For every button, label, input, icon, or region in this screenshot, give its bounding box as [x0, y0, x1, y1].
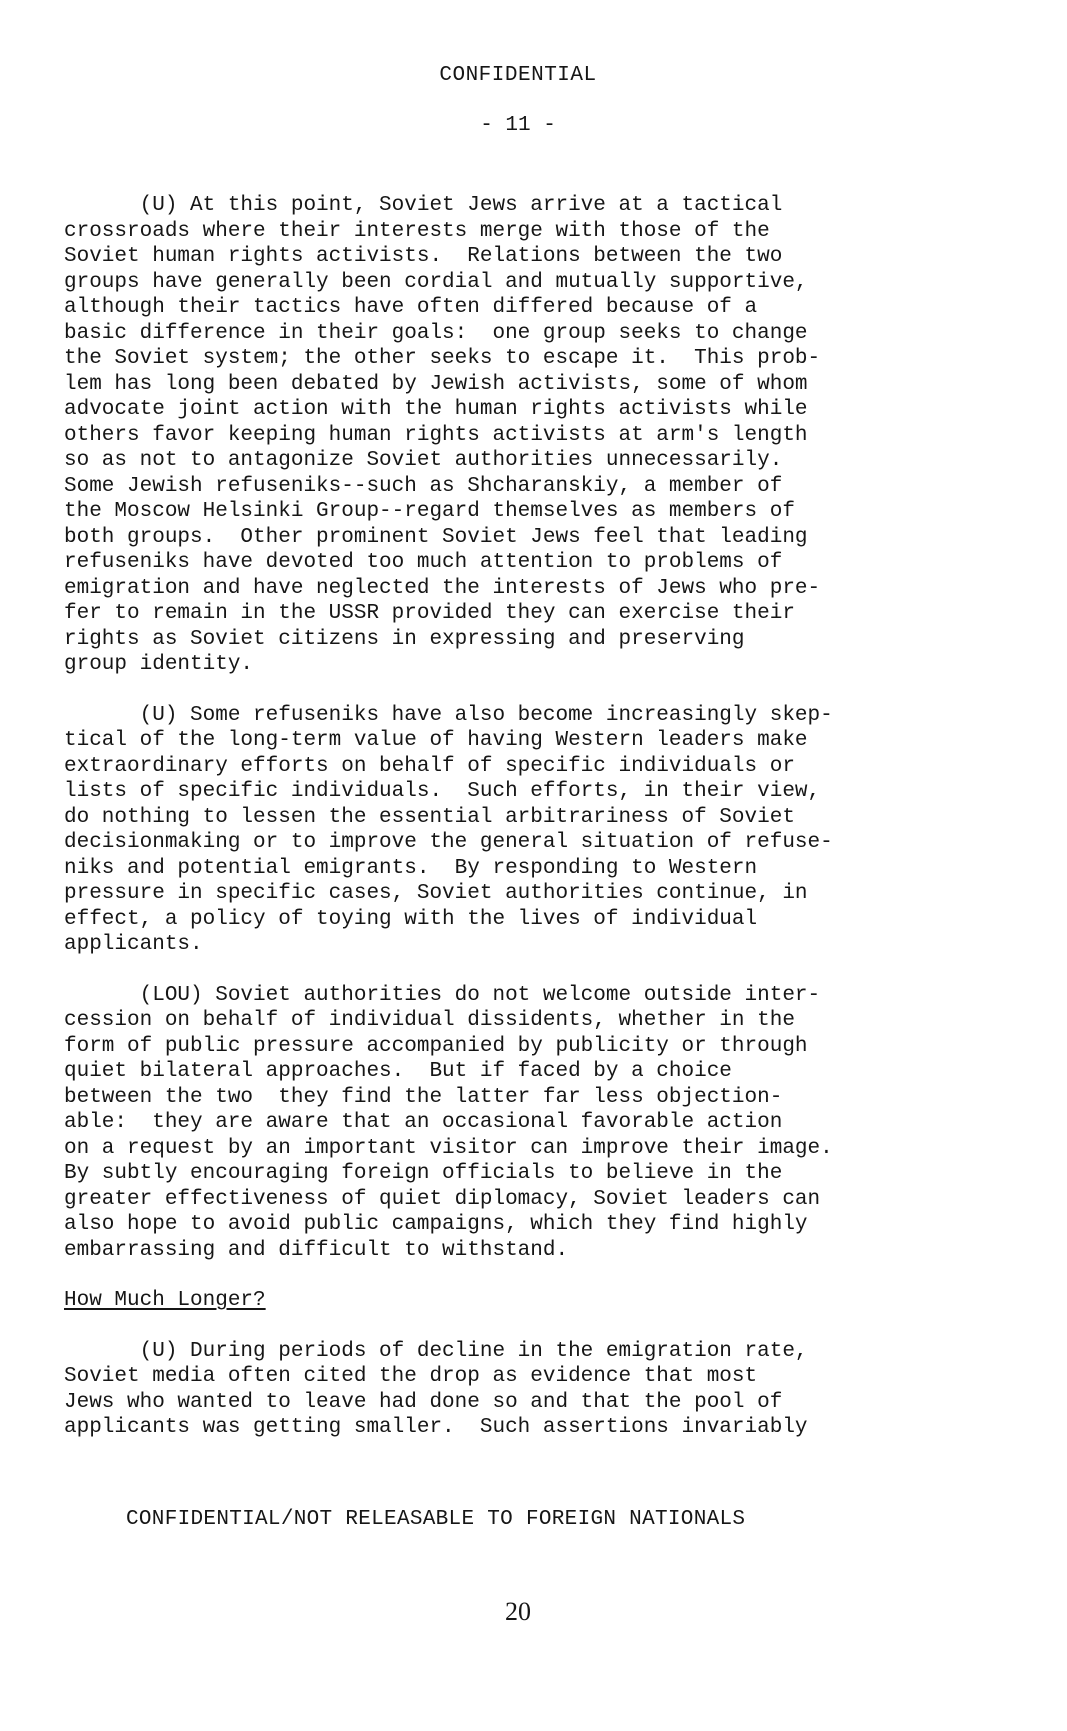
text-line: refuseniks have devoted too much attention to problems of: [64, 551, 783, 574]
text-line: (U) At this point, Soviet Jews arrive at a tactical: [64, 194, 783, 217]
text-line: on a request by an important visitor can improve their image.: [64, 1136, 833, 1160]
text-line: applicants was getting smaller. Such assertions invariably: [64, 1416, 808, 1439]
text-line: groups have generally been cordial and mutually supportive,: [64, 270, 808, 294]
text-line: Soviet media often cited the drop as evidence that most: [64, 1365, 758, 1388]
internal-page-number: - 11 -: [480, 114, 556, 137]
paragraph: [64, 1339, 1024, 1441]
text-line: decisionmaking or to improve the general situation of refuse-: [64, 831, 833, 854]
text-line: between the two they find the latter far less objection-: [64, 1085, 783, 1109]
text-line: others favor keeping human rights activists at arm's length: [64, 423, 808, 447]
text-line: (U) Some refuseniks have also become increasingly skep-: [64, 703, 833, 727]
text-line: (U) During periods of decline in the emigration rate,: [64, 1339, 808, 1363]
text-line: Some Jewish refuseniks--such as Shcharanskiy, a member of: [64, 474, 783, 498]
paragraph: [64, 703, 1024, 958]
text-line: basic difference in their goals: one group seeks to change: [64, 321, 808, 345]
text-line: crossroads where their interests merge with those of the: [64, 219, 770, 243]
text-line: lem has long been debated by Jewish activists, some of whom: [64, 372, 808, 396]
text-line: do nothing to lessen the essential arbitrariness of Soviet: [64, 805, 795, 829]
classification-footer: CONFIDENTIAL/NOT RELEASABLE TO FOREIGN NATIONALS: [126, 1508, 746, 1531]
text-line: Soviet human rights activists. Relations between the two: [64, 245, 783, 268]
text-line: (LOU) Soviet authorities do not welcome outside inter-: [64, 983, 821, 1007]
text-line: applicants.: [64, 933, 203, 956]
text-line: advocate joint action with the human rights activists while: [64, 398, 808, 421]
text-line: able: they are aware that an occasional favorable action: [64, 1111, 783, 1134]
text-line: form of public pressure accompanied by publicity or through: [64, 1034, 808, 1058]
text-line: the Soviet system; the other seeks to escape it. This prob-: [64, 347, 821, 370]
paragraph: [64, 983, 1024, 1264]
paragraph: [64, 193, 1024, 678]
text-line: both groups. Other prominent Soviet Jews feel that leading: [64, 525, 808, 549]
text-line: quiet bilateral approaches. But if faced by a choice: [64, 1060, 732, 1083]
text-line: fer to remain in the USSR provided they can exercise their: [64, 602, 795, 625]
text-line: effect, a policy of toying with the lives of individual: [64, 907, 758, 931]
document-body: [64, 193, 1024, 1466]
text-line: tical of the long-term value of having Western leaders make: [64, 729, 808, 752]
text-line: cession on behalf of individual dissidents, whether in the: [64, 1009, 795, 1032]
text-line: By subtly encouraging foreign officials to believe in the: [64, 1162, 783, 1185]
text-line: although their tactics have often differed because of a: [64, 296, 758, 319]
text-line: Jews who wanted to leave had done so and that the pool of: [64, 1390, 783, 1414]
page-number: 20: [505, 1597, 531, 1626]
text-line: emigration and have neglected the interests of Jews who pre-: [64, 576, 821, 600]
text-line: so as not to antagonize Soviet authorities unnecessarily.: [64, 449, 783, 472]
text-line: greater effectiveness of quiet diplomacy, Soviet leaders can: [64, 1187, 821, 1211]
text-line: pressure in specific cases, Soviet authorities continue, in: [64, 882, 808, 905]
text-line: rights as Soviet citizens in expressing and preserving: [64, 627, 745, 651]
classification-header: CONFIDENTIAL: [439, 64, 597, 87]
text-line: the Moscow Helsinki Group--regard themselves as members of: [64, 500, 795, 523]
text-line: embarrassing and difficult to withstand.: [64, 1238, 569, 1262]
text-line: niks and potential emigrants. By responding to Western: [64, 856, 758, 880]
text-line: group identity.: [64, 653, 254, 676]
text-line: extraordinary efforts on behalf of specific individuals or: [64, 754, 795, 778]
text-line: also hope to avoid public campaigns, which they find highly: [64, 1213, 808, 1236]
text-line: lists of specific individuals. Such efforts, in their view,: [64, 780, 821, 803]
section-heading-text: How Much Longer?: [64, 1289, 266, 1312]
section-heading: [64, 1288, 1024, 1314]
